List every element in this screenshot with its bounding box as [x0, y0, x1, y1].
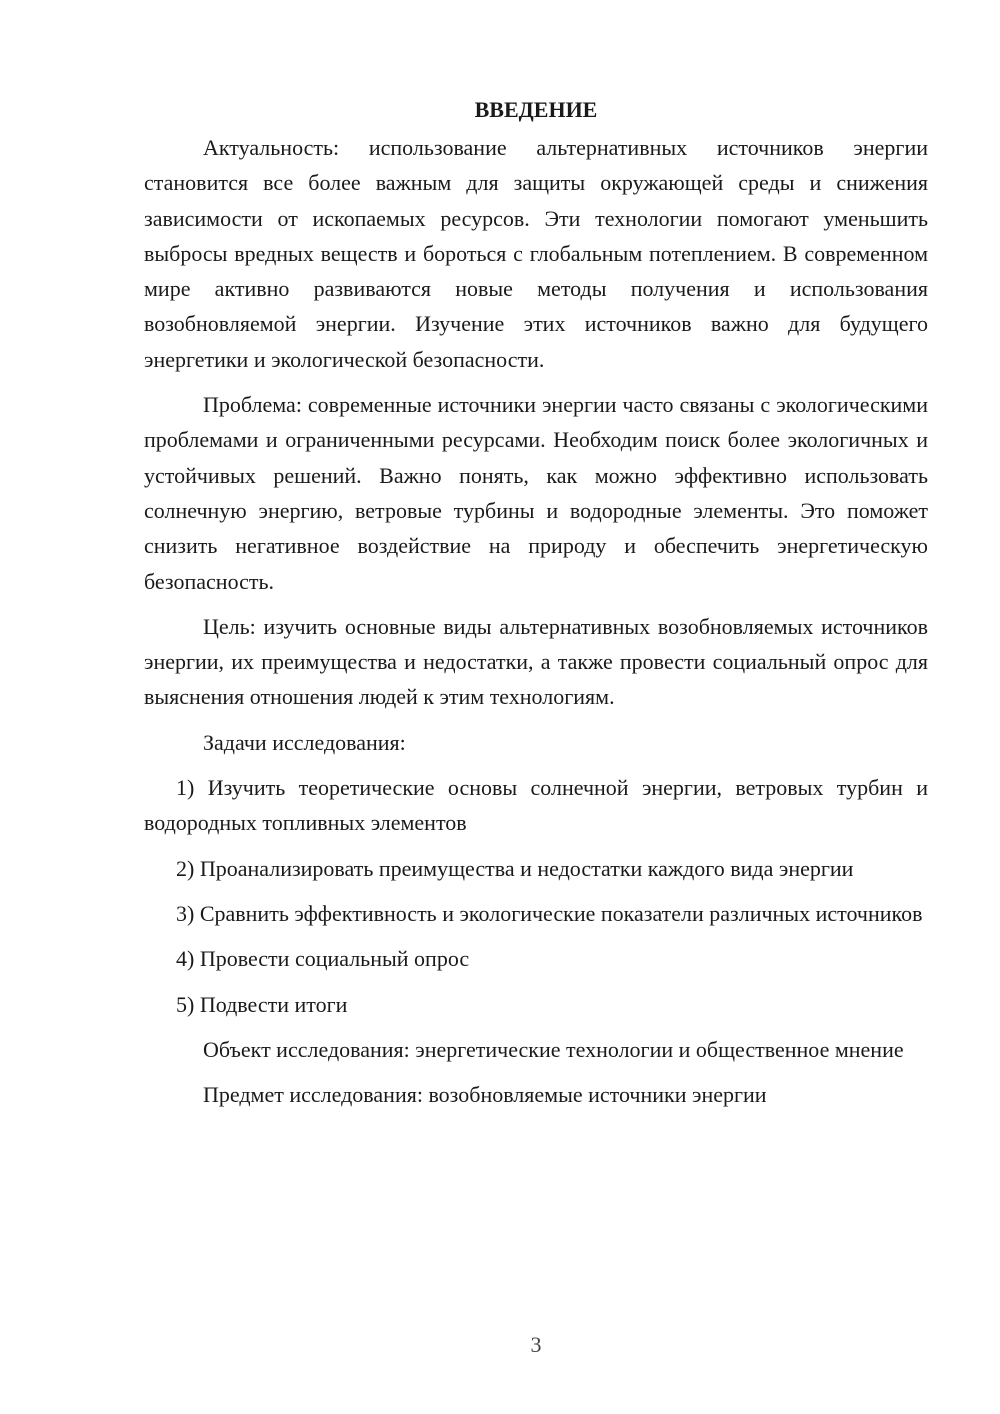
- list-item: 3) Сравнить эффективность и экологические показатели различных источников: [176, 900, 923, 926]
- problem-paragraph: Проблема: современные источники энергии часто связаны с экологическими проблемами и ограниченными ресурсами. Необходим поиск более экологичных и устойчивых решений. Важно понять, как можно эффективно использовать солнечную энергию, ветровые турбины и водородные элементы. Это поможет снизить негативное воздействие на природу и обеспечить энергетическую безопасность.: [144, 392, 928, 594]
- list-item: 4) Провести социальный опрос: [176, 946, 470, 972]
- goal-paragraph: Цель: изучить основные виды альтернативных возобновляемых источников энергии, их преимущества и недостатки, а также провести социальный опрос для выяснения отношения людей к этим технологиям.: [144, 613, 928, 710]
- page-number: 3: [530, 1332, 542, 1357]
- relevance-paragraph: Актуальность: использование альтернативных источников энергии становится все более важным для защиты окружающей среды и снижения зависимости от ископаемых ресурсов. Эти технологии помогают уменьшить выбросы вредных веществ и бороться с глобальным потеплением. В современном мире активно развиваются новые методы получения и использования возобновляемой энергии. Изучение этих источников важно для будущего энергетики и экологической безопасности.: [144, 135, 928, 372]
- tasks-heading: Задачи исследования:: [203, 729, 406, 755]
- list-item: 1) Изучить теоретические основы солнечной энергии, ветровых турбин и водородных топливных элементов: [144, 775, 928, 836]
- list-item: 2) Проанализировать преимущества и недостатки каждого вида энергии: [176, 855, 854, 881]
- document-page: [144, 92, 928, 1112]
- list-item: 5) Подвести итоги: [176, 991, 348, 1017]
- subject-paragraph: Предмет исследования: возобновляемые источники энергии: [203, 1082, 767, 1108]
- object-paragraph: Объект исследования: энергетические технологии и общественное мнение: [203, 1036, 904, 1062]
- page-title: ВВЕДЕНИЕ: [474, 97, 598, 122]
